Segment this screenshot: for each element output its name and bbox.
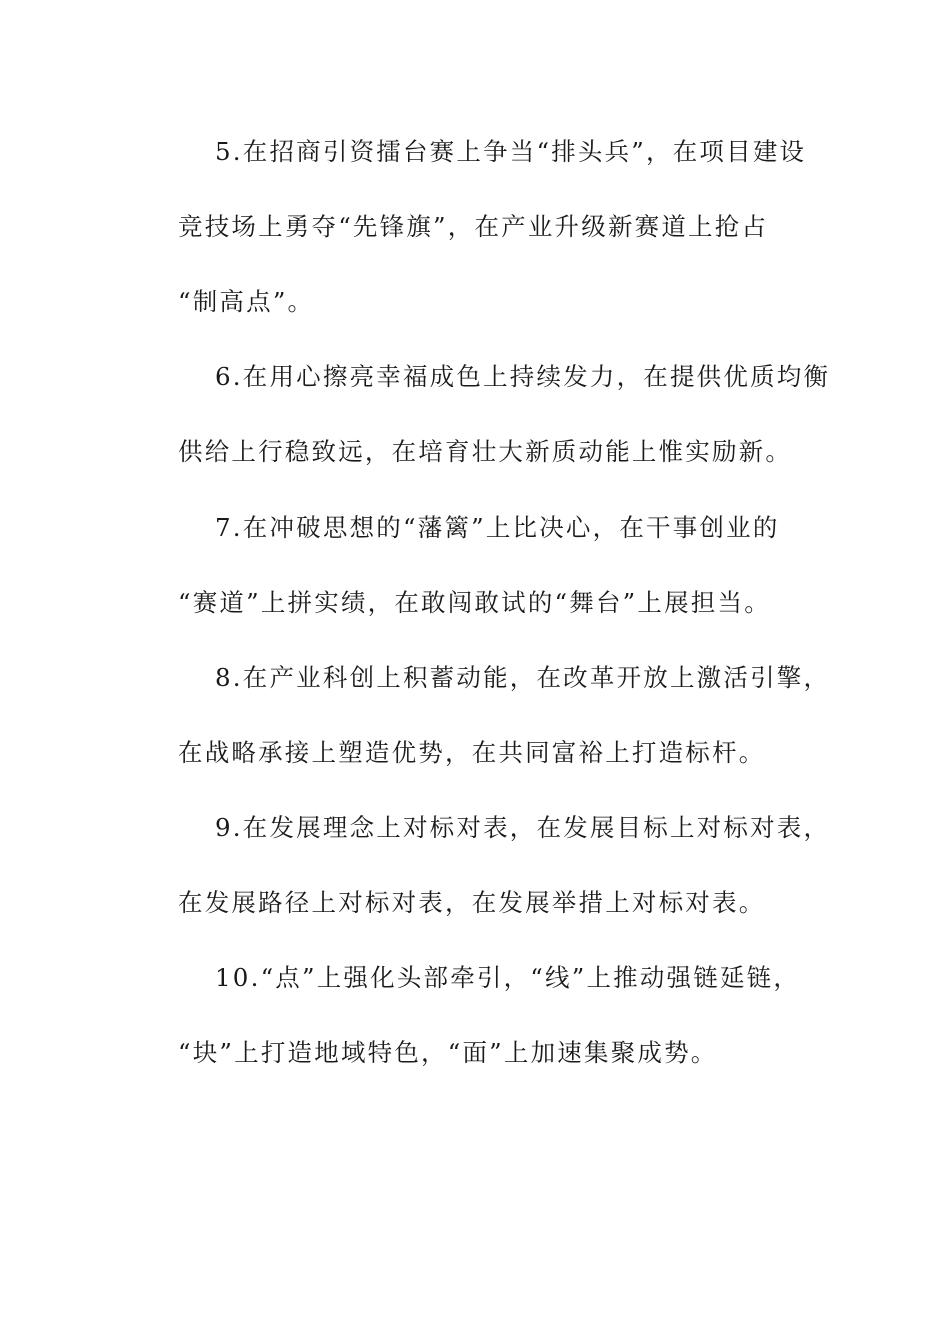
paragraph-9-line-2: 在发展路径上对标对表，在发展举措上对标对表。 <box>178 888 766 917</box>
paragraph-7-line-2: “赛道”上拼实绩，在敢闯敢试的“舞台”上展担当。 <box>178 588 771 617</box>
paragraph-5-line-3: “制高点”。 <box>178 287 315 316</box>
paragraph-7-line-1: 7.在冲破思想的“藩篱”上比决心，在干事创业的 <box>215 513 780 542</box>
paragraph-8-line-2: 在战略承接上塑造优势，在共同富裕上打造标杆。 <box>178 738 766 767</box>
paragraph-9-line-1: 9.在发展理念上对标对表，在发展目标上对标对表， <box>215 813 831 842</box>
paragraph-5-line-2: 竞技场上勇夺“先锋旗”，在产业升级新赛道上抢占 <box>178 212 769 241</box>
paragraph-8-line-1: 8.在产业科创上积蓄动能，在改革开放上激活引擎， <box>215 663 831 692</box>
paragraph-5-line-1: 5.在招商引资擂台赛上争当“排头兵”，在项目建设 <box>215 137 807 166</box>
paragraph-6-line-1: 6.在用心擦亮幸福成色上持续发力，在提供优质均衡 <box>215 362 831 391</box>
paragraph-6-line-2: 供给上行稳致远，在培育壮大新质动能上惟实励新。 <box>178 437 793 466</box>
paragraph-10-line-2: “块”上打造地域特色，“面”上加速集聚成势。 <box>178 1038 718 1067</box>
paragraph-10-line-1: 10.“点”上强化头部牵引，“线”上推动强链延链， <box>215 963 801 992</box>
